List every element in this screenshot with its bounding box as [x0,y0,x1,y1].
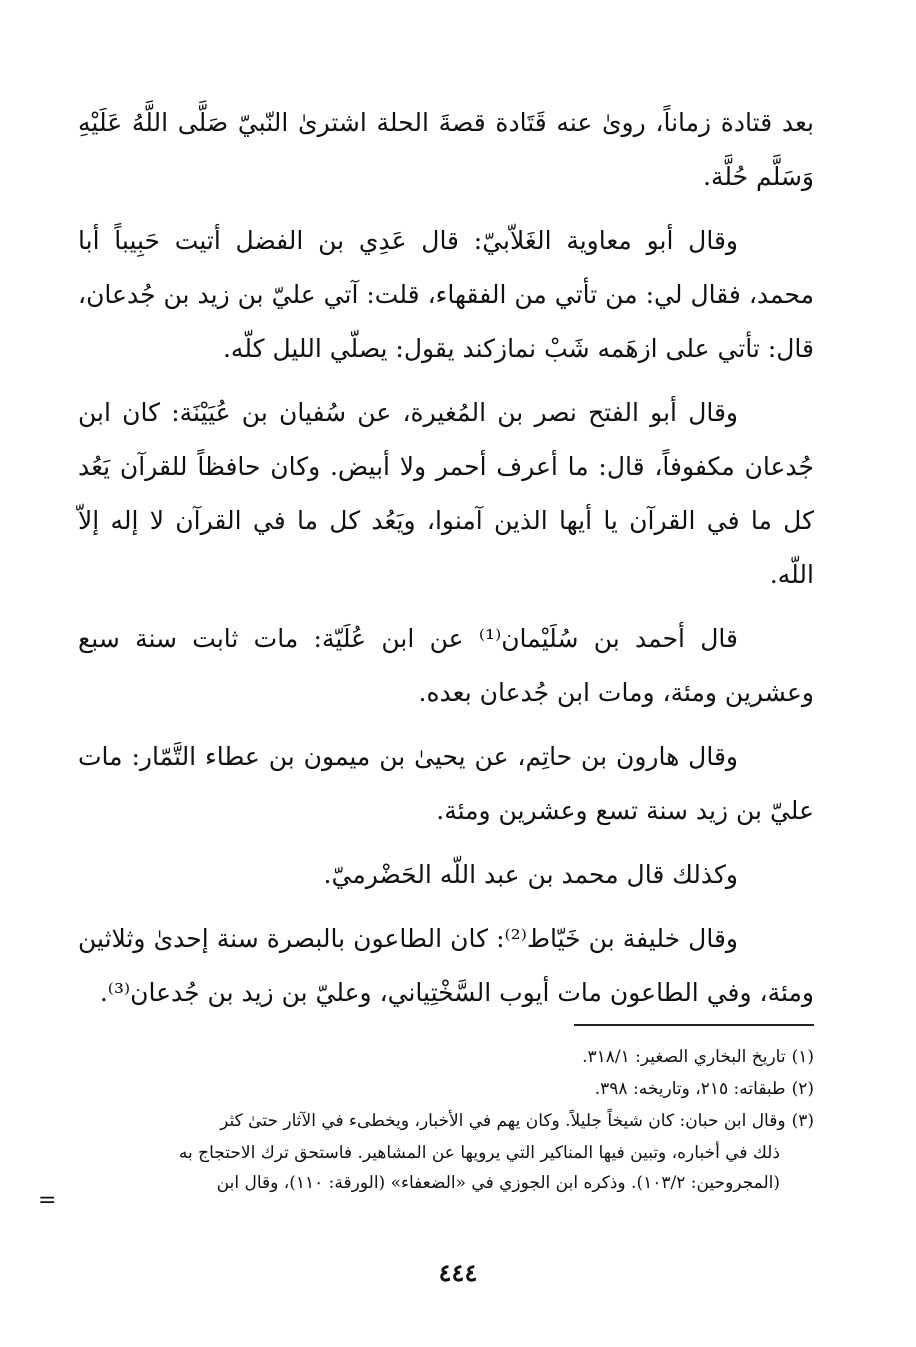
footnote-separator [574,1024,814,1026]
page-number: ٤٤٤ [438,1258,478,1287]
paragraph: وكذلك قال محمد بن عبد اللّه الحَضْرميّ. [323,860,738,889]
footnote-2 [80,1074,814,1104]
footnotes [80,1042,814,1198]
footnote-text: طبقاته: ٢١٥، وتاريخه: ٣٩٨. [594,1079,786,1099]
footnote-continuation: (المجروحين: ١٠٣/٢). وذكره ابن الجوزي في «الضعفاء» (الورقة: ١١٠)، وقال ابن [216,1173,780,1193]
continuation-mark: = [38,1188,57,1213]
paragraph: قال أحمد بن سُلَيْمان⁽¹⁾ عن ابن عُلَيّة: مات ثابت سنة سبع وعشرين ومئة، ومات ابن جُدعان بعده. [78,624,814,707]
footnote-1 [80,1042,814,1072]
footnote-number: (٣) [791,1111,814,1131]
footnote-number: (٢) [791,1079,814,1099]
paragraph: وقال أبو معاوية الغَلاّبيّ: قال عَدِي بن الفضل أتيت حَبِيباً أبا محمد، فقال لي: من تأتي من الفقهاء، قلت: آتي عليّ بن زيد بن جُدعان، قال: تأتي على ازهَمه شَبْ نمازكند يقول: يصلّي الليل كلّه. [78,226,814,363]
footnote-text: وقال ابن حبان: كان شيخاً جليلاً. وكان يهم في الأخبار، ويخطىء في الآثار حتىٰ كثر [220,1111,786,1131]
paragraph: بعد قتادة زماناً، روىٰ عنه قَتَادة قصةَ الحلة اشترىٰ النّبيّ صَلَّى اللَّهُ عَلَيْهِ وَسَلَّم حُلَّة. [78,108,814,191]
footnote-text: تاريخ البخاري الصغير: ٣١٨/١. [582,1047,786,1067]
main-text [78,96,814,1030]
footnote-3 [80,1106,814,1136]
paragraph: وقال هارون بن حاتِم، عن يحيىٰ بن ميمون بن عطاء التَّمّار: مات عليّ بن زيد سنة تسع وعشرين ومئة. [78,742,814,825]
paragraph: وقال أبو الفتح نصر بن المُغيرة، عن سُفيان بن عُيَيْنَة: كان ابن جُدعان مكفوفاً، قال: ما أعرف أحمر ولا أبيض. وكان حافظاً للقرآن يَعُد كل ما في القرآن يا أيها الذين آمنوا، ويَعُد كل ما في القرآن لا إله إلاّ اللّه. [78,398,814,589]
paragraph: وقال خليفة بن خَيّاط⁽²⁾: كان الطاعون بالبصرة سنة إحدىٰ وثلاثين ومئة، وفي الطاعون مات أيوب السَّخْتِياني، وعليّ بن زيد بن جُدعان⁽³⁾. [78,924,814,1007]
footnote-continuation: ذلك في أخباره، وتبين فيها المناكير التي يرويها عن المشاهير. فاستحق ترك الاحتجاج به [178,1143,780,1163]
footnote-number: (١) [791,1047,814,1067]
